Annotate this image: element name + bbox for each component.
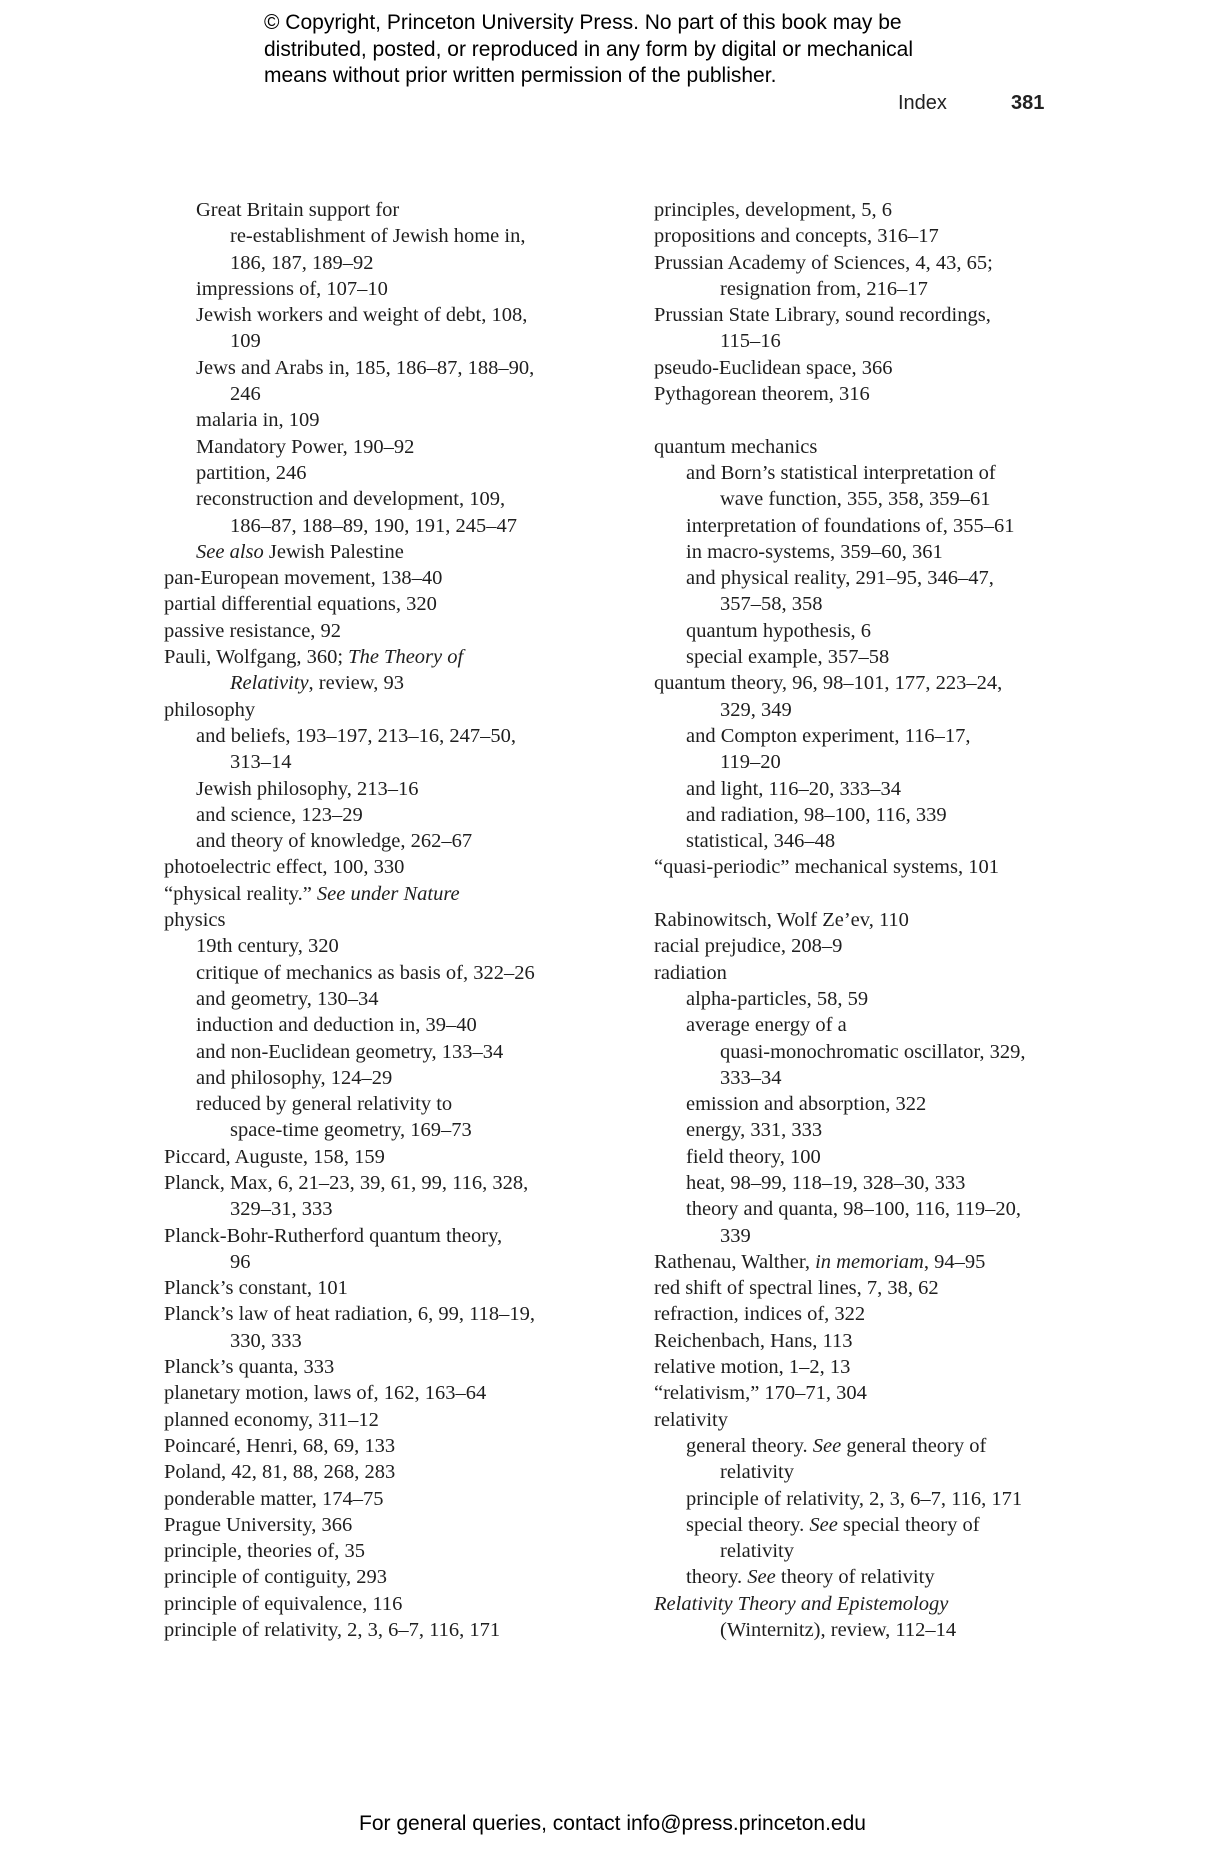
index-entry: Rabinowitsch, Wolf Ze’ev, 110 (654, 909, 909, 932)
index-entry: photoelectric effect, 100, 330 (164, 856, 405, 879)
index-subentry: interpretation of foundations of, 355–61 (686, 514, 1015, 537)
index-entry: philosophy (164, 698, 256, 721)
index-subentry: theory. See theory of relativity (686, 1566, 935, 1589)
index-entry: Poland, 42, 81, 88, 268, 283 (164, 1461, 396, 1484)
index-entry: refraction, indices of, 322 (654, 1303, 866, 1326)
index-subentry: induction and deduction in, 39–40 (196, 1014, 477, 1037)
index-entry: planned economy, 311–12 (164, 1408, 379, 1431)
index-continuation: space-time geometry, 169–73 (230, 1119, 472, 1142)
index-continuation: re-establishment of Jewish home in, (230, 225, 526, 248)
index-continuation: 115–16 (720, 330, 781, 353)
index-entry: Piccard, Auguste, 158, 159 (164, 1145, 385, 1168)
index-entry: red shift of spectral lines, 7, 38, 62 (654, 1277, 939, 1300)
index-entry: quantum theory, 96, 98–101, 177, 223–24, (654, 672, 1003, 695)
index-column-right (654, 197, 1074, 1643)
index-continuation: (Winternitz), review, 112–14 (720, 1619, 957, 1642)
index-subentry: Mandatory Power, 190–92 (196, 435, 415, 458)
index-entry: Relativity Theory and Epistemology (654, 1592, 949, 1615)
index-continuation: 329–31, 333 (230, 1198, 333, 1221)
index-subentry: principle of relativity, 2, 3, 6–7, 116, 171 (686, 1487, 1023, 1510)
index-entry: partial differential equations, 320 (164, 593, 437, 616)
index-subentry: 19th century, 320 (196, 935, 339, 958)
index-subentry: and light, 116–20, 333–34 (686, 777, 902, 800)
index-entry: quantum mechanics (654, 435, 818, 458)
index-entry: Planck, Max, 6, 21–23, 39, 61, 99, 116, 328, (164, 1171, 529, 1194)
index-subentry: impressions of, 107–10 (196, 277, 388, 300)
index-entry: “relativism,” 170–71, 304 (654, 1382, 867, 1405)
index-continuation: 186, 187, 189–92 (230, 251, 374, 274)
index-continuation: 246 (230, 383, 261, 406)
index-subentry: reconstruction and development, 109, (196, 488, 506, 511)
index-subentry: average energy of a (686, 1014, 847, 1037)
index-subentry: and geometry, 130–34 (196, 987, 379, 1010)
index-continuation: 333–34 (720, 1066, 782, 1089)
index-entry: Pythagorean theorem, 316 (654, 383, 870, 406)
copyright-line: © Copyright, Princeton University Press. No part of this book may be (264, 11, 902, 34)
index-entry: principles, development, 5, 6 (654, 199, 892, 221)
section-title: Index (898, 92, 947, 114)
index-subentry: partition, 246 (196, 461, 307, 484)
index-entry: Planck’s quanta, 333 (164, 1356, 335, 1379)
index-entry: planetary motion, laws of, 162, 163–64 (164, 1382, 487, 1405)
index-subentry: malaria in, 109 (196, 409, 320, 432)
index-subentry: special example, 357–58 (686, 646, 890, 669)
copyright-line: means without prior written permission of the publisher. (264, 64, 777, 87)
index-subentry: critique of mechanics as basis of, 322–26 (196, 961, 535, 984)
index-subentry: statistical, 346–48 (686, 830, 836, 853)
index-subentry: field theory, 100 (686, 1145, 821, 1168)
page-number: 381 (1011, 92, 1045, 114)
index-entry: ponderable matter, 174–75 (164, 1487, 384, 1510)
index-subentry: Jewish workers and weight of debt, 108, (196, 304, 528, 327)
index-entry: racial prejudice, 208–9 (654, 935, 843, 958)
index-entry: Pauli, Wolfgang, 360; The Theory of (164, 646, 464, 669)
index-entry: Prague University, 366 (164, 1513, 353, 1536)
index-entry: Planck-Bohr-Rutherford quantum theory, (164, 1224, 503, 1247)
index-letter-gap (654, 881, 1074, 907)
index-subentry: energy, 331, 333 (686, 1119, 823, 1142)
index-subentry: and radiation, 98–100, 116, 339 (686, 803, 947, 826)
index-continuation: 186–87, 188–89, 190, 191, 245–47 (230, 514, 517, 537)
index-subentry: and beliefs, 193–197, 213–16, 247–50, (196, 724, 516, 747)
index-subentry: reduced by general relativity to (196, 1093, 453, 1116)
index-subentry: emission and absorption, 322 (686, 1093, 927, 1116)
index-continuation: relativity (720, 1461, 795, 1484)
index-subentry: alpha-particles, 58, 59 (686, 987, 869, 1010)
index-subentry: Great Britain support for (196, 199, 400, 221)
index-entry: Poincaré, Henri, 68, 69, 133 (164, 1434, 396, 1457)
index-subentry: general theory. See general theory of (686, 1434, 987, 1457)
index-continuation: 357–58, 358 (720, 593, 823, 616)
index-entry: pseudo-Euclidean space, 366 (654, 356, 893, 379)
index-entry: passive resistance, 92 (164, 619, 342, 642)
index-continuation: 339 (720, 1224, 751, 1247)
index-continuation: 96 (230, 1250, 251, 1273)
index-entry: propositions and concepts, 316–17 (654, 225, 939, 248)
index-continuation: resignation from, 216–17 (720, 277, 928, 300)
index-subentry: theory and quanta, 98–100, 116, 119–20, (686, 1198, 1021, 1221)
index-entry: Rathenau, Walther, in memoriam, 94–95 (654, 1250, 986, 1273)
index-continuation: wave function, 355, 358, 359–61 (720, 488, 991, 511)
index-subentry: Jewish philosophy, 213–16 (196, 777, 419, 800)
index-continuation: relativity (720, 1540, 795, 1563)
copyright-notice (264, 10, 1024, 90)
index-entry: radiation (654, 961, 727, 984)
index-entry: pan-European movement, 138–40 (164, 567, 443, 590)
index-entry: “quasi-periodic” mechanical systems, 101 (654, 856, 999, 879)
index-entry: Planck’s constant, 101 (164, 1277, 348, 1300)
index-continuation: 329, 349 (720, 698, 792, 721)
index-subentry: special theory. See special theory of (686, 1513, 980, 1536)
index-subentry: Jews and Arabs in, 185, 186–87, 188–90, (196, 356, 535, 379)
index-continuation: 313–14 (230, 751, 292, 774)
index-subentry: and theory of knowledge, 262–67 (196, 830, 473, 853)
index-subentry: See also Jewish Palestine (196, 540, 404, 563)
index-continuation: Relativity, review, 93 (230, 672, 404, 695)
index-entry: principle of relativity, 2, 3, 6–7, 116, 171 (164, 1619, 501, 1642)
index-subentry: and science, 123–29 (196, 803, 363, 826)
index-continuation: 330, 333 (230, 1329, 302, 1352)
index-entry: principle of contiguity, 293 (164, 1566, 387, 1589)
index-entry: principle, theories of, 35 (164, 1540, 365, 1563)
index-entry: Prussian Academy of Sciences, 4, 43, 65; (654, 251, 993, 274)
index-entry: physics (164, 909, 226, 932)
index-entry: Reichenbach, Hans, 113 (654, 1329, 853, 1352)
index-continuation: 119–20 (720, 751, 781, 774)
index-subentry: in macro-systems, 359–60, 361 (686, 540, 943, 563)
index-letter-gap (654, 407, 1074, 433)
footer-contact: For general queries, contact info@press.princeton.edu (359, 1812, 866, 1835)
index-entry: principle of equivalence, 116 (164, 1592, 403, 1615)
index-continuation: 109 (230, 330, 261, 353)
index-column-left (164, 197, 584, 1643)
index-subentry: quantum hypothesis, 6 (686, 619, 872, 642)
copyright-line: distributed, posted, or reproduced in any form by digital or mechanical (264, 37, 914, 61)
index-subentry: and Born’s statistical interpretation of (686, 461, 996, 484)
index-entry: relativity (654, 1408, 729, 1431)
index-subentry: and non-Euclidean geometry, 133–34 (196, 1040, 504, 1063)
index-entry: Planck’s law of heat radiation, 6, 99, 118–19, (164, 1303, 536, 1326)
index-subentry: and physical reality, 291–95, 346–47, (686, 567, 994, 590)
index-continuation: quasi-monochromatic oscillator, 329, (720, 1040, 1026, 1063)
index-subentry: and Compton experiment, 116–17, (686, 724, 971, 747)
index-subentry: heat, 98–99, 118–19, 328–30, 333 (686, 1171, 966, 1194)
index-subentry: and philosophy, 124–29 (196, 1066, 393, 1089)
index-entry: Prussian State Library, sound recordings, (654, 304, 991, 327)
index-entry: “physical reality.” See under Nature (164, 882, 460, 905)
index-entry: relative motion, 1–2, 13 (654, 1356, 851, 1379)
